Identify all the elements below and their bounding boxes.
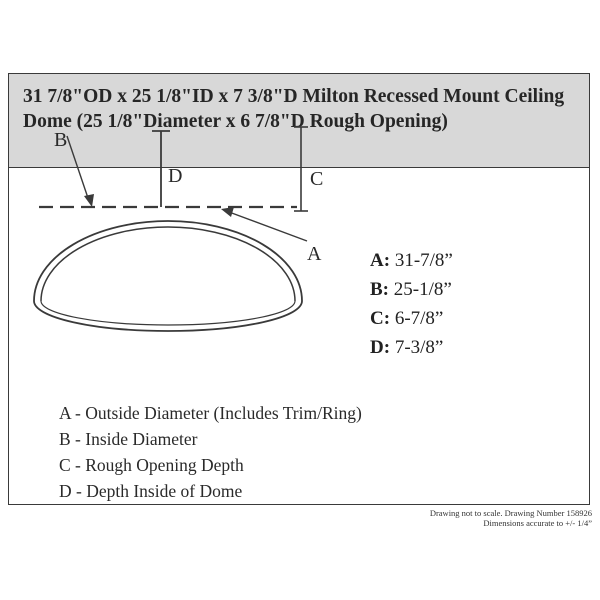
dimension-c [370,304,453,333]
dome-rim-inner-outline [41,301,295,325]
leader-a-line [229,212,307,241]
dimension-d-key: D: [370,337,391,358]
dome-diagram [9,129,589,298]
dimension-a [370,246,453,275]
dimension-b-value: 25-1/8” [389,279,452,300]
dimension-a-key: A: [370,250,391,271]
legend-item-d: D - Depth Inside of Dome [59,481,243,501]
dimension-c-key: C: [370,308,391,329]
leader-b-arrowhead [84,194,94,207]
dimension-values [370,246,453,362]
footnote [430,508,592,528]
dimension-b-key: B: [370,279,389,300]
dome-outer-outline [34,221,302,301]
label-b: B [54,129,68,151]
legend [59,400,362,504]
title-band [9,74,589,168]
dome-rim-outline [34,301,302,331]
dimension-d [370,333,453,362]
leader-a-arrowhead [221,207,234,217]
label-d: D [168,165,183,187]
dimension-d-value: 7-3/8” [390,337,444,358]
legend-item-b: B - Inside Diameter [59,429,198,449]
dimension-b [370,275,453,304]
label-c: C [310,168,324,190]
footnote-scale: Drawing not to scale. Drawing Number 158926 [429,508,592,518]
drawing-frame [8,73,590,505]
legend-item-a: A - Outside Diameter (Includes Trim/Ring) [59,403,362,423]
dimension-a-value: 31-7/8” [390,250,453,271]
legend-item-c: C - Rough Opening Depth [59,455,244,475]
dimension-c-value: 6-7/8” [390,308,444,329]
dome-inner-outline [41,227,295,301]
label-a: A [307,243,322,265]
page-title: 31 7/8"OD x 25 1/8"ID x 7 3/8"D Milton Recessed Mount Ceiling Dome (25 1/8"Diameter x 6 7/8"D Rough Opening) [23,86,565,132]
footnote-accuracy: Dimensions accurate to +/- 1/4” [483,518,592,528]
